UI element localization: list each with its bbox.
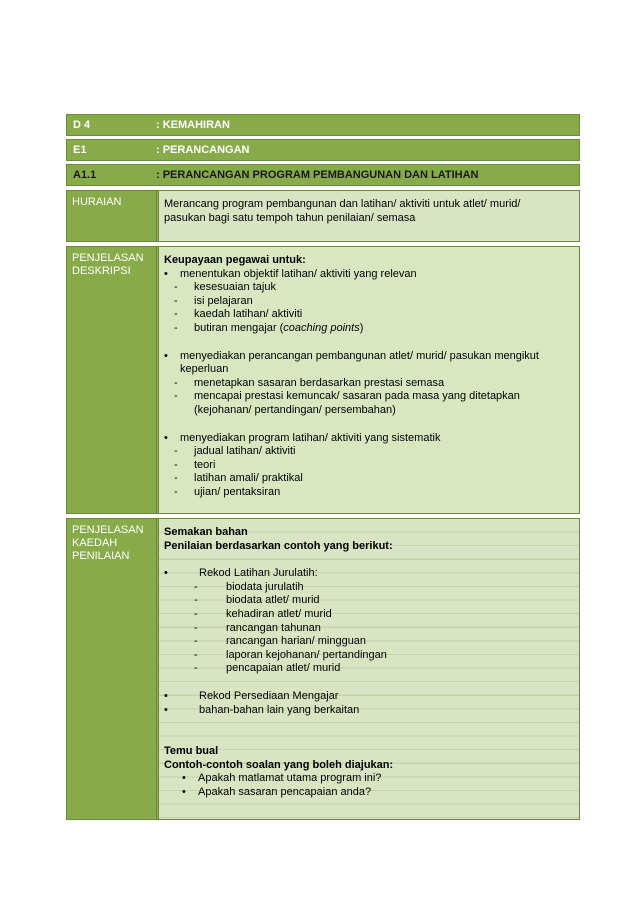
- bullet-icon: •: [164, 567, 168, 580]
- kaedah-label: [67, 519, 159, 819]
- dash-icon: -: [174, 281, 178, 294]
- bullet-icon: •: [164, 349, 168, 362]
- list-item: rancangan tahunan: [226, 621, 321, 634]
- list-item: kaedah latihan/ aktiviti: [194, 308, 303, 321]
- list-item: Rekod Persediaan Mengajar: [199, 689, 339, 702]
- dash-icon: -: [194, 621, 198, 634]
- list-item: kehadiran atlet/ murid: [226, 607, 332, 620]
- list-item-continued: keperluan: [180, 363, 229, 376]
- document: [66, 114, 580, 820]
- section-heading: Contoh-contoh soalan yang boleh diajukan:: [164, 758, 394, 771]
- list-item: isi pelajaran: [194, 294, 253, 307]
- label-text: KAEDAH: [72, 537, 118, 549]
- list-item: menyediakan program latihan/ aktiviti yang sistematik: [180, 431, 441, 444]
- label-text: HURAIAN: [72, 196, 122, 208]
- text-line: Merancang program pembangunan dan latihan/ aktiviti untuk atlet/ murid/: [164, 198, 521, 210]
- label-text: PENILAIAN: [72, 550, 130, 562]
- bullet-icon: •: [164, 267, 168, 280]
- text-line: pasukan bagi satu tempoh tahun penilaian/ semasa: [164, 211, 416, 224]
- dash-icon: -: [174, 485, 178, 498]
- list-item: [194, 322, 363, 336]
- kaedah-content: [159, 519, 579, 819]
- header-code: D 4: [73, 119, 91, 131]
- section-heading: Semakan bahan: [164, 526, 248, 538]
- huraian-row: [66, 190, 580, 242]
- dash-icon: -: [194, 662, 198, 675]
- list-item: ujian/ pentaksiran: [194, 485, 281, 498]
- bullet-icon: •: [164, 689, 168, 702]
- list-item: rancangan harian/ mingguan: [226, 635, 367, 648]
- text: butiran mengajar (: [194, 321, 284, 334]
- kaedah-penilaian-row: [66, 518, 580, 820]
- list-item: Rekod Latihan Jurulatih:: [199, 567, 318, 580]
- dash-icon: -: [174, 390, 178, 403]
- dash-icon: -: [194, 648, 198, 661]
- list-item: teori: [194, 458, 216, 471]
- dash-icon: -: [174, 472, 178, 485]
- dash-icon: -: [174, 321, 178, 334]
- list-item: latihan amali/ praktikal: [194, 472, 303, 485]
- list-item: biodata jurulatih: [226, 580, 304, 593]
- section-heading: Penilaian berdasarkan contoh yang berikut:: [164, 539, 393, 552]
- huraian-label: [67, 191, 159, 241]
- list-item: mencapai prestasi kemuncak/ sasaran pada masa yang ditetapkan: [194, 390, 520, 403]
- dash-icon: -: [194, 607, 198, 620]
- text: ): [359, 321, 364, 334]
- list-item: menetapkan sasaran berdasarkan prestasi semasa: [194, 376, 445, 389]
- section-heading: Temu bual: [164, 745, 219, 758]
- dash-icon: -: [174, 294, 178, 307]
- header-row-d4: [66, 114, 580, 136]
- list-item: jadual latihan/ aktiviti: [194, 445, 296, 458]
- header-title: : PERANCANGAN PROGRAM PEMBANGUNAN DAN LATIHAN: [156, 169, 479, 181]
- header-row-a11: [66, 164, 580, 186]
- dash-icon: -: [174, 376, 178, 389]
- dash-icon: -: [174, 445, 178, 458]
- dash-icon: -: [194, 635, 198, 648]
- bullet-icon: •: [164, 703, 168, 716]
- label-text: DESKRIPSI: [72, 265, 131, 277]
- header-title: : PERANCANGAN: [156, 144, 250, 156]
- intro-text: Keupayaan pegawai untuk:: [164, 254, 306, 266]
- list-item: laporan kejohanan/ pertandingan: [226, 648, 387, 661]
- label-text: PENJELASAN: [72, 524, 144, 536]
- list-item: bahan-bahan lain yang berkaitan: [199, 703, 360, 716]
- header-code: A1.1: [73, 169, 97, 181]
- list-item: biodata atlet/ murid: [226, 594, 320, 607]
- italic-text: coaching points: [283, 321, 360, 334]
- list-item: menyediakan perancangan pembangunan atlet/ murid/ pasukan mengikut: [180, 349, 539, 362]
- bullet-icon: •: [182, 785, 186, 798]
- penjelasan-content: [159, 247, 579, 513]
- header-row-e1: [66, 139, 580, 161]
- dash-icon: -: [194, 580, 198, 593]
- penjelasan-label: [67, 247, 159, 513]
- penjelasan-deskripsi-row: [66, 246, 580, 514]
- label-text: PENJELASAN: [72, 252, 144, 264]
- dash-icon: -: [174, 308, 178, 321]
- question-item: Apakah sasaran pencapaian anda?: [198, 785, 372, 798]
- question-item: Apakah matlamat utama program ini?: [198, 772, 382, 785]
- bullet-icon: •: [182, 772, 186, 785]
- list-item: pencapaian atlet/ murid: [226, 662, 341, 675]
- header-title: : KEMAHIRAN: [156, 119, 230, 131]
- dash-icon: -: [174, 458, 178, 471]
- huraian-content: [159, 191, 579, 241]
- bullet-icon: •: [164, 431, 168, 444]
- list-item: kesesuaian tajuk: [194, 281, 276, 294]
- list-item: menentukan objektif latihan/ aktiviti yang relevan: [180, 267, 417, 280]
- dash-icon: -: [194, 594, 198, 607]
- list-item-continued: (kejohanan/ pertandingan/ persembahan): [194, 403, 396, 416]
- header-code: E1: [73, 144, 87, 156]
